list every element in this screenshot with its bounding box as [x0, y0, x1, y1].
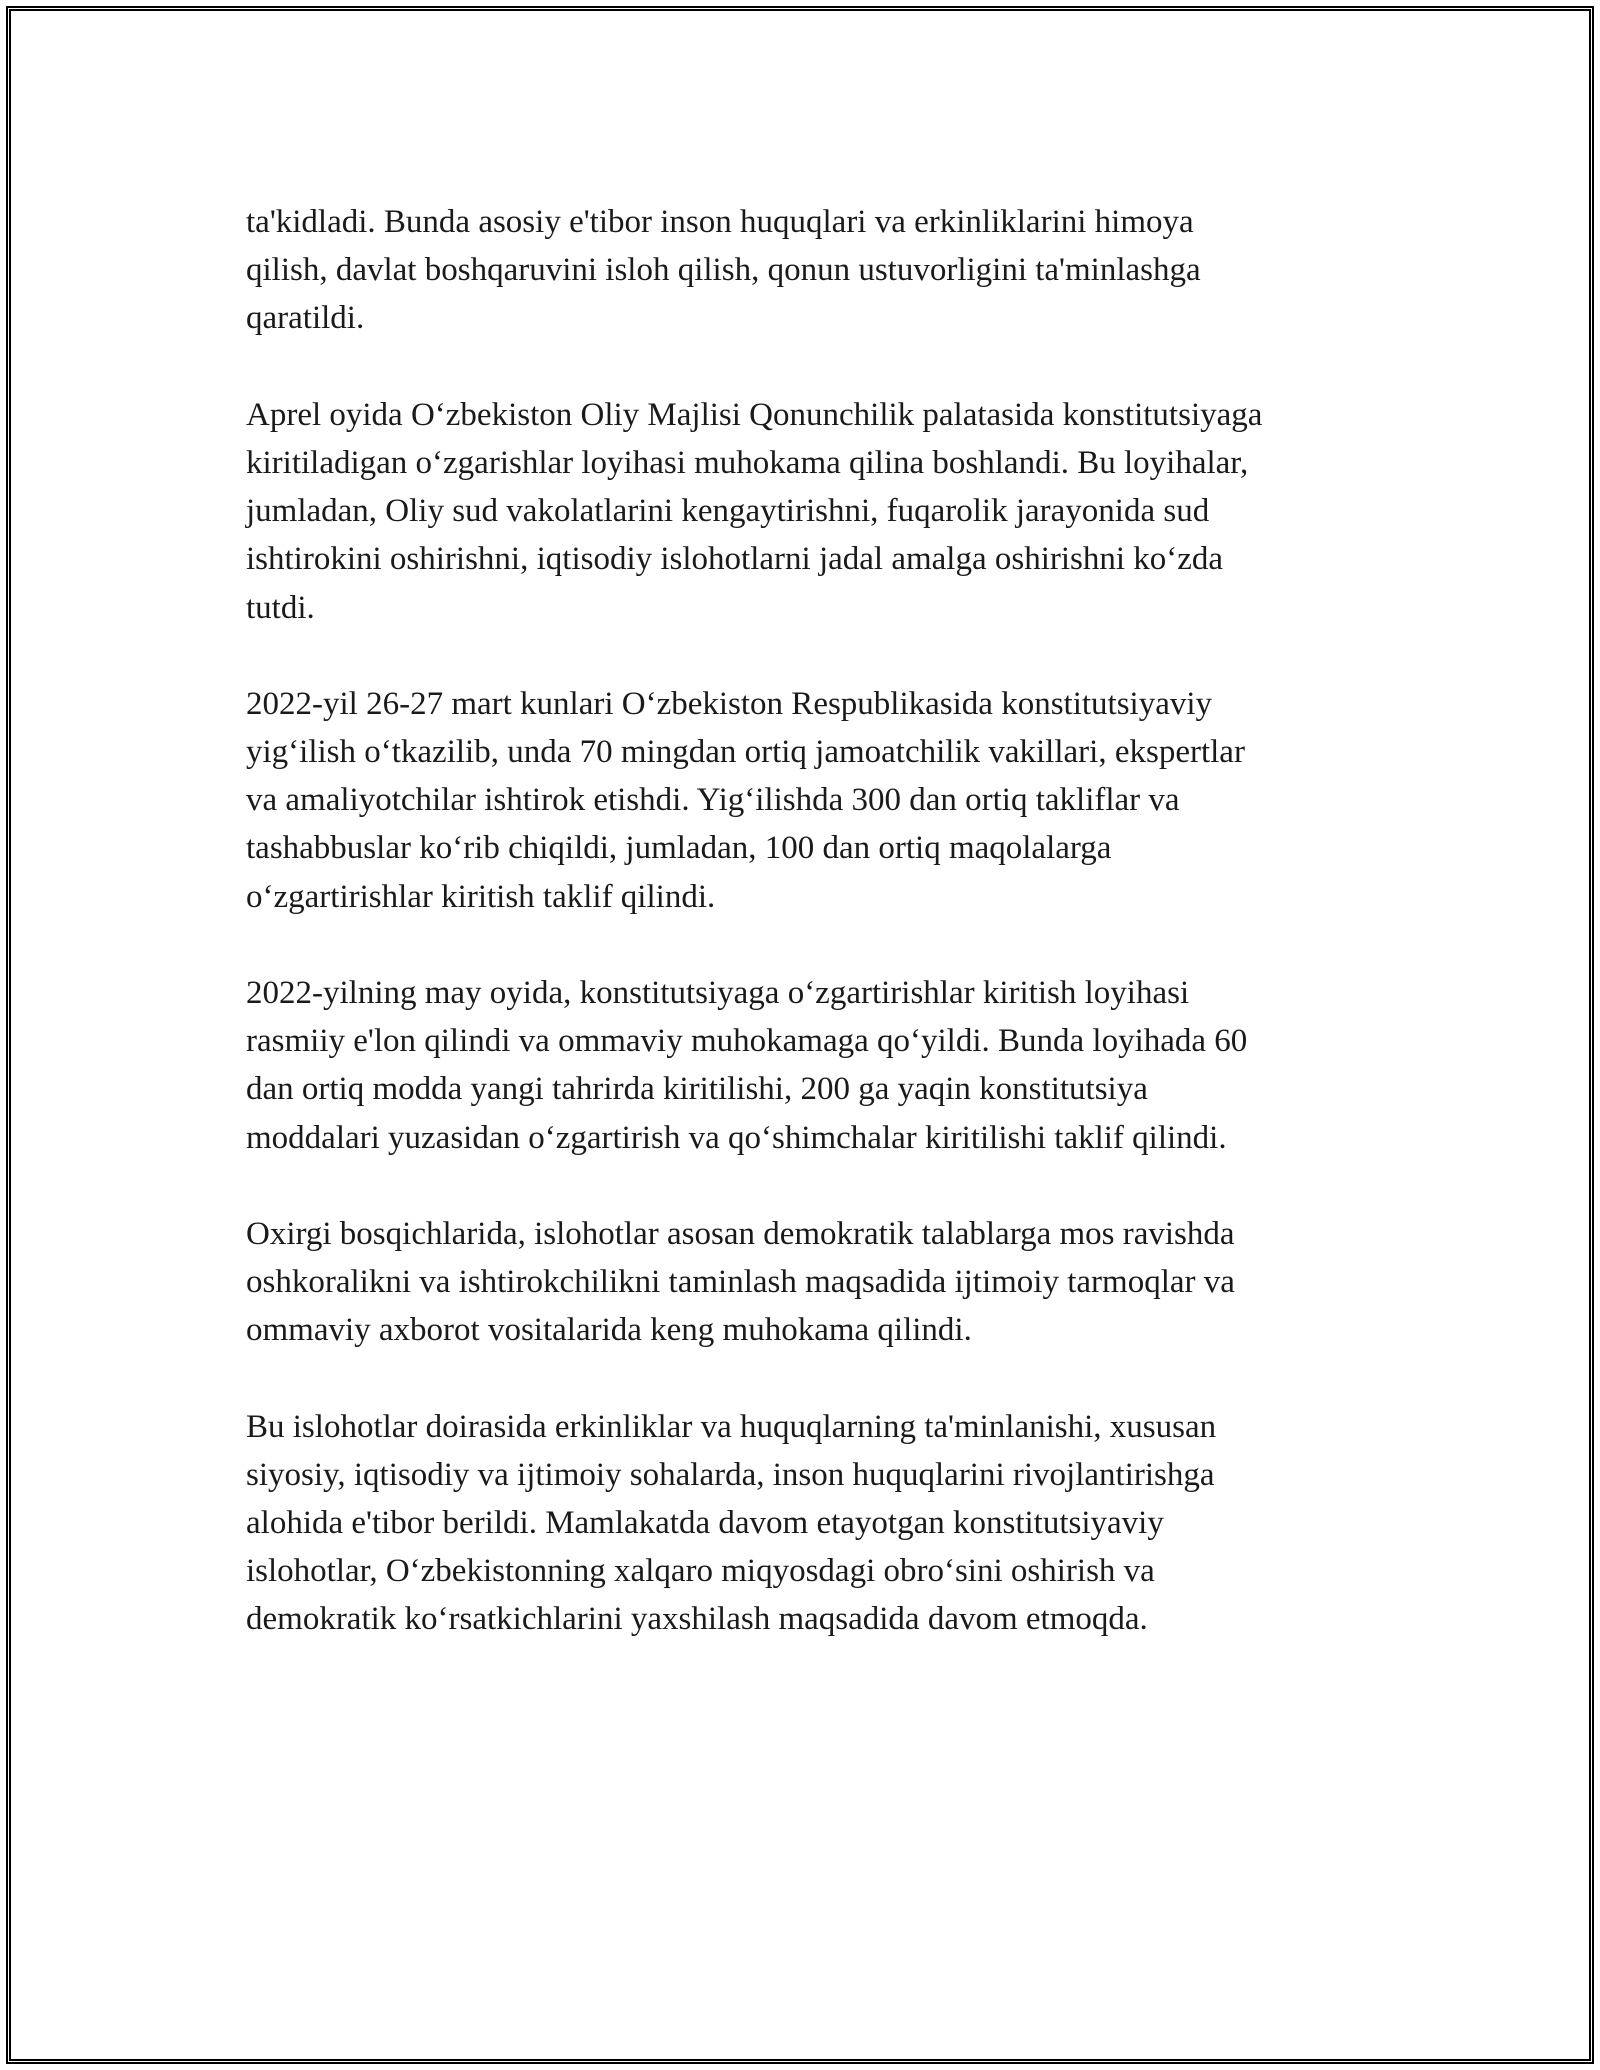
text-line: 2022-yilning may oyida, konstitutsiyaga o‘zgartirishlar kiritish loyihasi — [246, 975, 1190, 1011]
text-line: tashabbuslar ko‘rib chiqildi, jumladan, 100 dan ortiq maqolalarga — [246, 830, 1112, 867]
paragraph-6 — [246, 1403, 1386, 1644]
text-line: o‘zgartirishlar kiritish taklif qilindi. — [246, 878, 716, 915]
paragraph-4 — [246, 969, 1386, 1162]
paragraph-2 — [246, 391, 1386, 632]
text-line: demokratik ko‘rsatkichlarini yaxshilash maqsadida davom etmoqda. — [246, 1601, 1148, 1638]
text-line: jumladan, Oliy sud vakolatlarini kengaytirishni, fuqarolik jarayonida sud — [246, 493, 1210, 530]
text-line: islohotlar, O‘zbekistonning xalqaro miqyosdagi obro‘sini oshirish va — [246, 1553, 1155, 1590]
text-line: ta'kidladi. Bunda asosiy e'tibor inson huquqlari va erkinliklarini himoya — [246, 204, 1194, 240]
text-line: rasmiiy e'lon qilindi va ommaviy muhokamaga qo‘yildi. Bunda loyihada 60 — [246, 1023, 1248, 1060]
page-frame — [6, 6, 1594, 2064]
paragraph-5 — [246, 1210, 1386, 1355]
text-line: 2022-yil 26-27 mart kunlari O‘zbekiston Respublikasida konstitutsiyaviy — [246, 685, 1213, 722]
text-line: ishtirokini oshirishni, iqtisodiy islohotlarni jadal amalga oshirishni ko‘zda — [246, 541, 1224, 578]
text-line: alohida e'tibor berildi. Mamlakatda davom etayotgan konstitutsiyaviy — [246, 1505, 1164, 1542]
text-line: Oxirgi bosqichlarida, islohotlar asosan demokratik talablarga mos ravishda — [246, 1215, 1235, 1252]
document-body — [246, 198, 1386, 1644]
text-line: ommaviy axborot vositalarida keng muhokama qilindi. — [246, 1312, 972, 1349]
text-line: qaratildi. — [246, 300, 365, 337]
paragraph-3 — [246, 680, 1386, 921]
text-line: dan ortiq modda yangi tahrirda kiritilishi, 200 ga yaqin konstitutsiya — [246, 1071, 1148, 1108]
paragraph-1 — [246, 198, 1386, 343]
text-line: kiritiladigan o‘zgarishlar loyihasi muhokama qilina boshlandi. Bu loyihalar, — [246, 444, 1249, 481]
text-line: siyosiy, iqtisodiy va ijtimoiy sohalarda, inson huquqlarini rivojlantirishga — [246, 1456, 1215, 1493]
text-line: Aprel oyida O‘zbekiston Oliy Majlisi Qonunchilik palatasida konstitutsiyaga — [246, 396, 1263, 433]
text-line: moddalari yuzasidan o‘zgartirish va qo‘shimchalar kiritilishi taklif qilindi. — [246, 1119, 1227, 1156]
text-line: oshkoralikni va ishtirokchilikni taminlash maqsadida ijtimoiy tarmoqlar va — [246, 1264, 1235, 1301]
text-line: yig‘ilish o‘tkazilib, unda 70 mingdan ortiq jamoatchilik vakillari, ekspertlar — [246, 734, 1245, 771]
text-line: qilish, davlat boshqaruvini isloh qilish, qonun ustuvorligini ta'minlashga — [246, 252, 1201, 289]
text-line: Bu islohotlar doirasida erkinliklar va huquqlarning ta'minlanishi, xususan — [246, 1408, 1217, 1445]
text-line: tutdi. — [246, 589, 315, 626]
text-line: va amaliyotchilar ishtirok etishdi. Yig‘ilishda 300 dan ortiq takliflar va — [246, 782, 1180, 819]
